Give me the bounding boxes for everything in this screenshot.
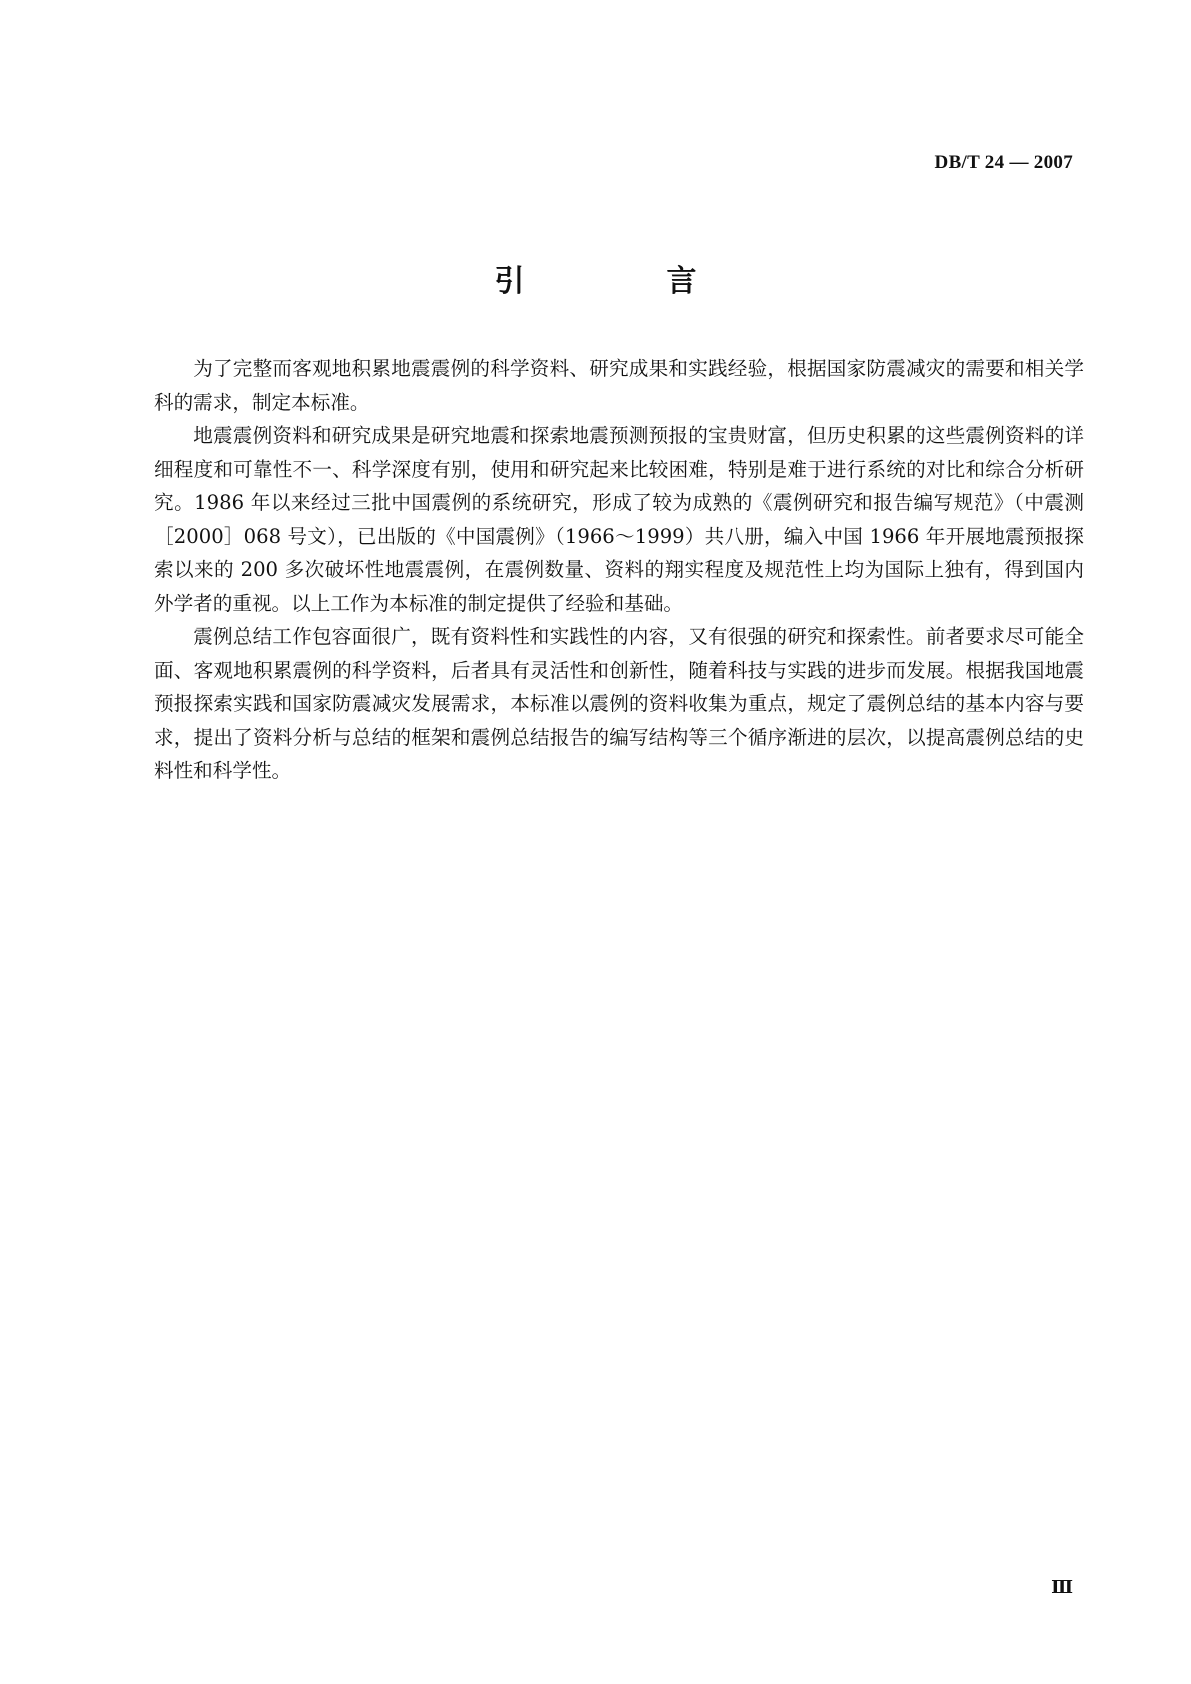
standard-code: DB/T 24 — 2007 xyxy=(934,152,1073,173)
introduction-body xyxy=(154,352,1084,788)
paragraph-3: 震例总结工作包容面很广，既有资料性和实践性的内容，又有很强的研究和探索性。前者要求尽可能全面、客观地积累震例的科学资料，后者具有灵活性和创新性，随着科技与实践的进步而发展。根据我国地震预报探索实践和国家防震减灾发展需求，本标准以震例的资料收集为重点，规定了震例总结的基本内容与要求，提出了资料分析与总结的框架和震例总结报告的编写结构等三个循序渐进的层次，以提高震例总结的史料性和科学性。 xyxy=(154,625,1084,782)
page-number: Ⅲ xyxy=(1051,1577,1073,1597)
page-title: 引 言 xyxy=(494,264,753,299)
paragraph-1: 为了完整而客观地积累地震震例的科学资料、研究成果和实践经验，根据国家防震减灾的需要和相关学科的需求，制定本标准。 xyxy=(154,357,1084,414)
paragraph-2: 地震震例资料和研究成果是研究地震和探索地震预测预报的宝贵财富，但历史积累的这些震例资料的详细程度和可靠性不一、科学深度有别，使用和研究起来比较困难，特别是难于进行系统的对比和综合分析研究。1986 年以来经过三批中国震例的系统研究，形成了较为成熟的《震例研究和报告编写规范》（中震测［2000］068 号文），已出版的《中国震例》（1966～1999）共八册，编入中国 1966 年开展地震预报探索以来的 200 多次破坏性地震震例，在震例数量、资料的翔实程度及规范性上均为国际上独有，得到国内外学者的重视。以上工作为本标准的制定提供了经验和基础。 xyxy=(154,424,1084,615)
